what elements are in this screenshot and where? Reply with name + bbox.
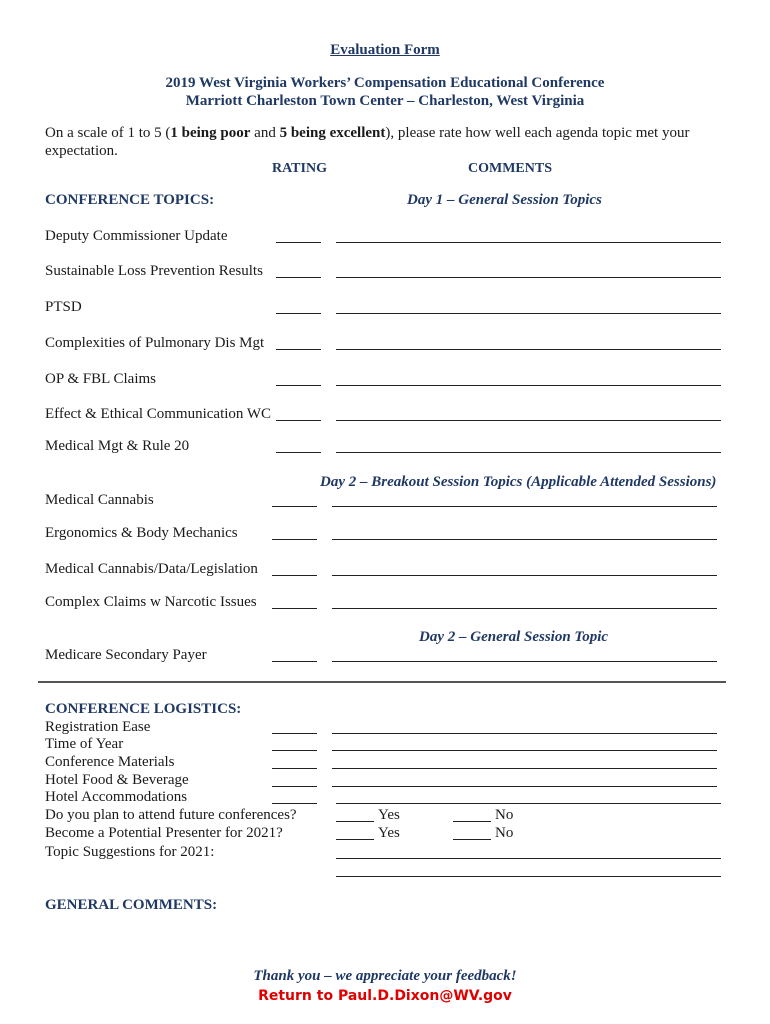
topic-label: Complexities of Pulmonary Dis Mgt — [45, 335, 265, 351]
intro-text: ), please rate how well each agenda topic met your — [385, 125, 690, 141]
rating-field[interactable] — [272, 750, 317, 751]
rating-field[interactable] — [276, 313, 321, 314]
thank-you-note: Thank you – we appreciate your feedback! — [253, 968, 517, 984]
topic-label: Effect & Ethical Communication WC — [45, 406, 272, 422]
rating-field[interactable] — [272, 661, 317, 662]
logistics-label: Conference Materials — [45, 754, 175, 770]
rating-column-header: RATING — [272, 161, 327, 176]
comment-field[interactable] — [332, 750, 717, 751]
intro-text: and — [250, 125, 280, 141]
comment-field[interactable] — [332, 575, 717, 576]
comment-field[interactable] — [332, 506, 717, 507]
rating-field[interactable] — [276, 420, 321, 421]
intro-poor: 1 being poor — [170, 125, 251, 141]
topic-label: Medicare Secondary Payer — [45, 647, 207, 663]
comment-field[interactable] — [336, 385, 721, 386]
rating-field[interactable] — [276, 349, 321, 350]
intro-line-2: expectation. — [45, 143, 118, 159]
logistics-label: Registration Ease — [45, 719, 151, 735]
topic-label: Complex Claims w Narcotic Issues — [45, 594, 257, 610]
rating-field[interactable] — [272, 575, 317, 576]
rating-field[interactable] — [272, 768, 317, 769]
no-label: No — [495, 807, 514, 823]
attend-no-field[interactable] — [453, 821, 491, 822]
comment-field[interactable] — [336, 420, 721, 421]
logistics-label: Hotel Food & Beverage — [45, 772, 189, 788]
topic-label: Deputy Commissioner Update — [45, 228, 228, 244]
comment-field[interactable] — [336, 803, 721, 804]
comments-column-header: COMMENTS — [468, 161, 552, 176]
rating-field[interactable] — [272, 733, 317, 734]
topic-suggestion-field[interactable] — [336, 876, 721, 877]
attend-yes-field[interactable] — [336, 821, 374, 822]
rating-field[interactable] — [272, 803, 317, 804]
comment-field[interactable] — [332, 786, 717, 787]
day1-heading: Day 1 – General Session Topics — [407, 192, 602, 208]
comment-field[interactable] — [336, 242, 721, 243]
topic-label: Medical Cannabis/Data/Legislation — [45, 561, 258, 577]
conference-location: Marriott Charleston Town Center – Charleston, West Virginia — [185, 93, 585, 109]
comment-field[interactable] — [332, 733, 717, 734]
rating-field[interactable] — [276, 242, 321, 243]
comment-field[interactable] — [336, 452, 721, 453]
logistics-label: Time of Year — [45, 736, 124, 752]
comment-field[interactable] — [332, 768, 717, 769]
day2-breakout-heading: Day 2 – Breakout Session Topics (Applicable Attended Sessions) — [320, 474, 717, 490]
comment-field[interactable] — [336, 313, 721, 314]
comment-field[interactable] — [336, 349, 721, 350]
no-label: No — [495, 825, 514, 841]
comment-field[interactable] — [336, 277, 721, 278]
question-presenter-label: Become a Potential Presenter for 2021? — [45, 825, 283, 841]
comment-field[interactable] — [332, 539, 717, 540]
rating-field[interactable] — [272, 786, 317, 787]
intro-text: On a scale of 1 to 5 ( — [45, 125, 171, 141]
day2-general-heading: Day 2 – General Session Topic — [419, 629, 609, 645]
conference-logistics-heading: CONFERENCE LOGISTICS: — [45, 701, 242, 717]
return-email: Return to Paul.D.Dixon@WV.gov — [258, 988, 512, 1004]
question-topics-label: Topic Suggestions for 2021: — [45, 844, 215, 860]
yes-label: Yes — [378, 807, 400, 823]
rating-field[interactable] — [272, 539, 317, 540]
rating-field[interactable] — [276, 385, 321, 386]
conference-topics-heading: CONFERENCE TOPICS: — [45, 192, 215, 208]
topic-label: OP & FBL Claims — [45, 371, 156, 387]
rating-field[interactable] — [272, 506, 317, 507]
rating-field[interactable] — [276, 277, 321, 278]
yes-label: Yes — [378, 825, 400, 841]
topic-label: Sustainable Loss Prevention Results — [45, 263, 263, 279]
rating-field[interactable] — [272, 608, 317, 609]
section-divider — [38, 681, 726, 683]
rating-field[interactable] — [276, 452, 321, 453]
conference-title: 2019 West Virginia Workers’ Compensation Educational Conference — [165, 75, 605, 91]
comment-field[interactable] — [332, 608, 717, 609]
presenter-no-field[interactable] — [453, 839, 491, 840]
intro-line-1 — [45, 125, 689, 142]
topic-suggestion-field[interactable] — [336, 858, 721, 859]
presenter-yes-field[interactable] — [336, 839, 374, 840]
topic-label: Ergonomics & Body Mechanics — [45, 525, 238, 541]
general-comments-heading: GENERAL COMMENTS: — [45, 897, 218, 913]
topic-label: Medical Cannabis — [45, 492, 154, 508]
topic-label: Medical Mgt & Rule 20 — [45, 438, 190, 454]
form-title: Evaluation Form — [330, 42, 440, 58]
question-attend-label: Do you plan to attend future conferences? — [45, 807, 297, 823]
topic-label: PTSD — [45, 299, 82, 315]
intro-excellent: 5 being excellent — [279, 125, 386, 141]
comment-field[interactable] — [332, 661, 717, 662]
logistics-label: Hotel Accommodations — [45, 789, 188, 805]
